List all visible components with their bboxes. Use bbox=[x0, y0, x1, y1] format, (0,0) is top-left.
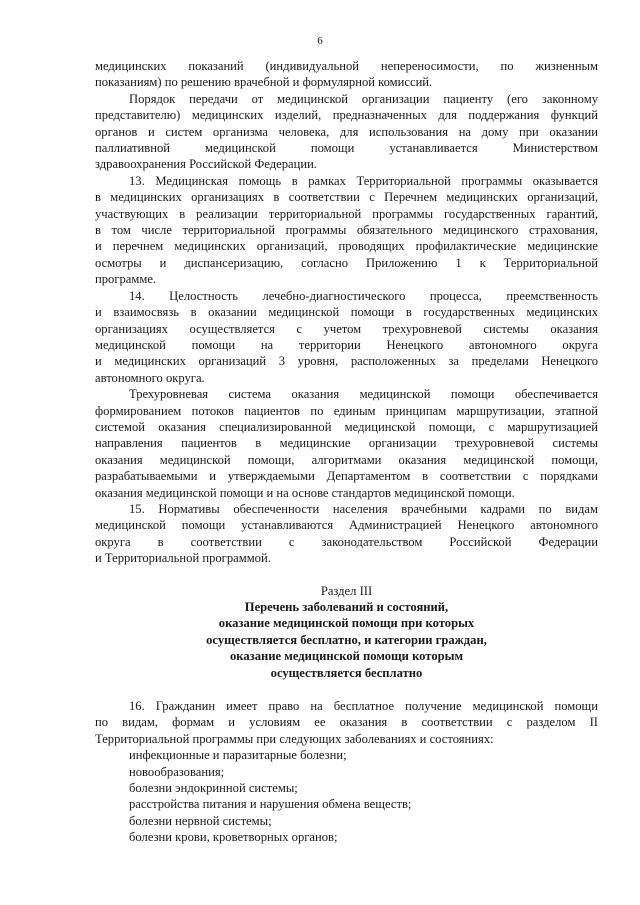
section-label: Раздел III bbox=[320, 583, 373, 598]
section-title-line: осуществляется бесплатно, и категории граждан, bbox=[206, 632, 487, 647]
text-line: Трехуровневая система оказания медицинской помощи обеспечивается bbox=[129, 387, 598, 402]
text-line: оказания медицинской помощи, алгоритмами оказания медицинской помощи, bbox=[95, 452, 598, 467]
paragraph bbox=[95, 91, 598, 173]
text-line: представителю) медицинских изделий, предназначенных для поддержания функций bbox=[95, 108, 598, 123]
section-title-line: оказание медицинской помощи которым bbox=[229, 649, 464, 664]
document-body bbox=[95, 58, 598, 846]
text-line: разрабатываемыми и утверждаемыми Департаментом в соответствии с порядками bbox=[95, 469, 598, 484]
disease-list bbox=[95, 747, 598, 845]
text-line: программе. bbox=[95, 272, 157, 287]
section-title-line: оказание медицинской помощи при которых bbox=[218, 616, 475, 631]
text-line: 15. Нормативы обеспеченности населения врачебными кадрами по видам bbox=[129, 501, 598, 516]
text-line: и Территориальной программой. bbox=[95, 551, 271, 566]
text-line: автономного округа. bbox=[95, 370, 205, 385]
list-item: болезни эндокринной системы; bbox=[129, 781, 298, 796]
text-line: и перечнем медицинских организаций, проводящих профилактические медицинские bbox=[95, 239, 598, 254]
text-line: организациях осуществляется с учетом трехуровневой системы оказания bbox=[95, 321, 598, 336]
text-line: участвующих в реализации территориальной программы государственных гарантий, bbox=[95, 206, 598, 221]
text-line: оказания медицинской помощи и на основе стандартов медицинской помощи. bbox=[95, 485, 515, 500]
text-line: здравоохранения Российской Федерации. bbox=[95, 157, 317, 172]
list-item: инфекционные и паразитарные болезни; bbox=[129, 748, 347, 763]
text-line: в том числе территориальной программы обязательного медицинского страхования, bbox=[95, 223, 598, 238]
section-title-line: Перечень заболеваний и состояний, bbox=[244, 600, 449, 614]
text-line: органов и систем организма человека, для использования на дому при оказании bbox=[95, 124, 598, 139]
section-title-line: осуществляется бесплатно bbox=[270, 665, 423, 680]
list-item: болезни нервной системы; bbox=[129, 813, 272, 828]
text-line: округа в соответствии с законодательством Российской Федерации bbox=[95, 534, 598, 549]
text-line: медицинской помощи устанавливаются Администрацией Ненецкого автономного bbox=[95, 518, 598, 533]
text-line: и взаимосвязь в оказании медицинской помощи в государственных медицинских bbox=[95, 305, 598, 320]
text-line: медицинской помощи на территории Ненецкого автономного округа bbox=[95, 337, 598, 352]
text-line: осмотры и диспансеризацию, согласно Приложению 1 к Территориальной bbox=[95, 255, 598, 270]
text-line: показаниям) по решению врачебной и формулярной комиссий. bbox=[95, 75, 433, 90]
paragraph bbox=[95, 386, 598, 501]
text-line: 13. Медицинская помощь в рамках Территориальной программы оказывается bbox=[129, 173, 598, 188]
text-line: 14. Целостность лечебно-диагностического процесса, преемственность bbox=[129, 288, 598, 303]
text-line: формированием потоков пациентов по единым принципам маршрутизации, этапной bbox=[95, 403, 598, 418]
section-heading bbox=[95, 583, 598, 681]
text-line: и медицинских организаций 3 уровня, расположенных за пределами Ненецкого bbox=[95, 354, 598, 369]
paragraph bbox=[95, 173, 598, 288]
text-line: по видам, формам и условиям ее оказания в соответствии с разделом II bbox=[95, 715, 598, 730]
text-line: 16. Гражданин имеет право на бесплатное получение медицинской помощи bbox=[129, 699, 598, 714]
page-number: 6 bbox=[317, 35, 323, 47]
list-item: расстройства питания и нарушения обмена веществ; bbox=[129, 797, 412, 812]
text-line: системой оказания специализированной медицинской помощи, с маршрутизацией bbox=[95, 419, 598, 434]
text-line: паллиативной медицинской помощи устанавливается Министерством bbox=[95, 141, 598, 156]
list-item: болезни крови, кроветворных органов; bbox=[129, 830, 338, 845]
list-item: новообразования; bbox=[129, 764, 225, 779]
text-line: направления пациентов в медицинские организации трехуровневой системы bbox=[95, 436, 598, 451]
text-line: Территориальной программы при следующих заболеваниях и состояниях: bbox=[95, 731, 494, 746]
paragraph bbox=[95, 288, 598, 386]
paragraph bbox=[95, 501, 598, 567]
paragraph bbox=[95, 698, 598, 747]
text-line: в медицинских организациях в соответствии с Перечнем медицинских организаций, bbox=[95, 190, 598, 205]
text-line: Порядок передачи от медицинской организации пациенту (его законному bbox=[129, 91, 598, 106]
text-line: медицинских показаний (индивидуальной непереносимости, по жизненным bbox=[95, 59, 598, 73]
paragraph bbox=[95, 58, 598, 91]
